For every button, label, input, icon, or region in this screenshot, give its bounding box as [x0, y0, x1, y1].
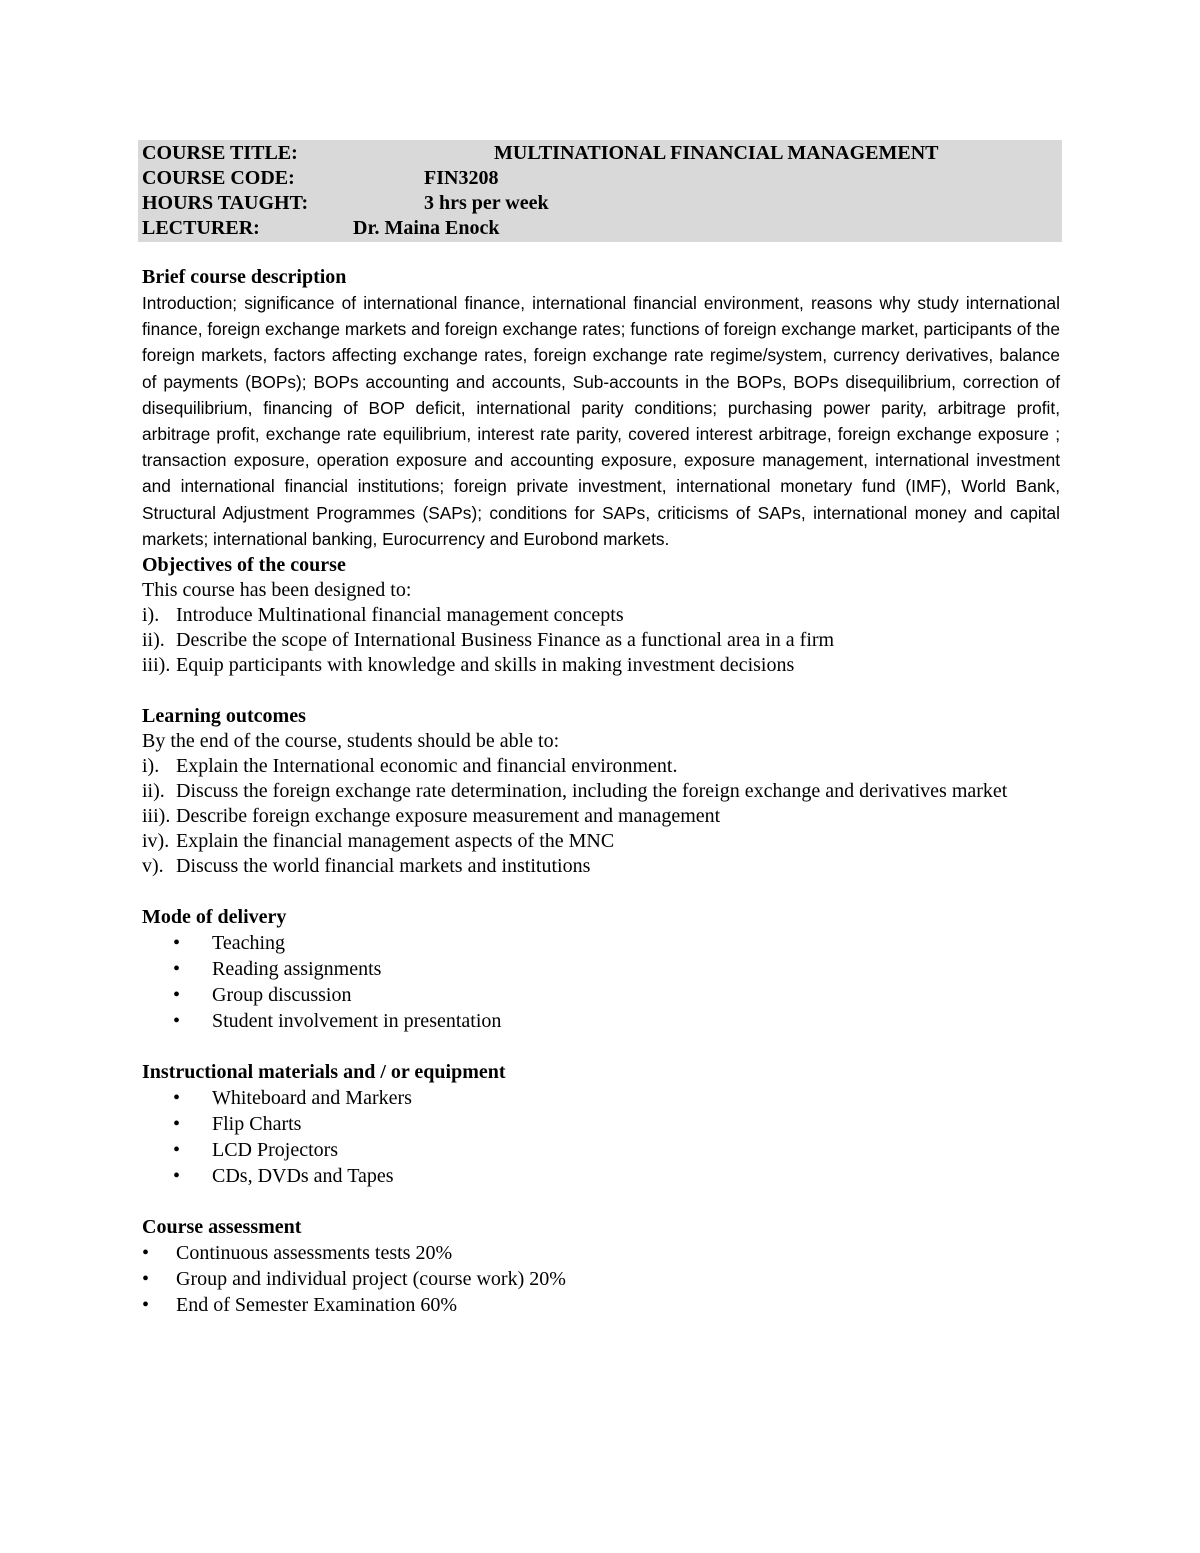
lecturer-name: Dr. Maina Enock	[353, 217, 500, 239]
list-item	[142, 1266, 1060, 1292]
spacer	[142, 678, 1060, 703]
course-outline-body	[142, 264, 1060, 1318]
item-text: Teaching	[212, 932, 286, 955]
list-item	[142, 804, 1060, 829]
objectives-heading: Objectives of the course	[142, 554, 346, 577]
item-text: Explain the International economic and financial environment.	[176, 755, 678, 778]
spacer	[142, 879, 1060, 904]
objectives-list	[142, 603, 1060, 678]
item-number: ii).	[142, 629, 165, 652]
item-text: LCD Projectors	[212, 1139, 339, 1162]
objectives-intro: This course has been designed to:	[142, 579, 412, 602]
list-item	[142, 1008, 1060, 1034]
materials-list	[142, 1085, 1060, 1189]
course-title-label: COURSE TITLE:	[142, 142, 298, 164]
list-item	[142, 956, 1060, 982]
list-item	[142, 779, 1060, 804]
item-number: i).	[142, 755, 160, 778]
list-item	[142, 1137, 1060, 1163]
description-text: Introduction; significance of international finance, international financial environment, reasons why study international finance, foreign exchange markets and foreign exchange rates; functions of foreign exchange market, participants of the foreign markets, factors affecting exchange rates, foreign exchange rate regime/system, currency derivatives, balance of payments (BOPs); BOPs accounting and accounts, Sub-accounts in the BOPs, BOPs disequilibrium, correction of disequilibrium, financing of BOP deficit, international parity conditions; purchasing power parity, arbitrage profit, arbitrage profit, exchange rate equilibrium, interest rate parity, covered interest arbitrage, foreign exchange exposure ; transaction exposure, operation exposure and accounting exposure, exposure management, international investment and international financial institutions; foreign private investment, international monetary fund (IMF), World Bank, Structural Adjustment Programmes (SAPs); conditions for SAPs, criticisms of SAPs, international money and capital markets; international banking, Eurocurrency and Eurobond markets.	[142, 293, 1060, 549]
bullet-icon: •	[173, 1087, 181, 1110]
materials-heading: Instructional materials and / or equipment	[142, 1061, 506, 1084]
item-text: Describe foreign exchange exposure measurement and management	[176, 805, 721, 828]
bullet-icon: •	[173, 1165, 181, 1188]
item-number: iii).	[142, 654, 171, 677]
item-number: ii).	[142, 780, 165, 803]
list-item	[142, 982, 1060, 1008]
lecturer-label: LECTURER:	[142, 217, 260, 239]
item-number: v).	[142, 855, 164, 878]
list-item	[142, 1292, 1060, 1318]
hours-taught-label: HOURS TAUGHT:	[142, 192, 309, 214]
list-item	[142, 754, 1060, 779]
item-text: Student involvement in presentation	[212, 1010, 502, 1033]
outcomes-list	[142, 754, 1060, 879]
bullet-icon: •	[173, 958, 181, 981]
outcomes-heading: Learning outcomes	[142, 705, 306, 728]
bullet-icon: •	[142, 1268, 150, 1291]
course-header-block	[138, 140, 1062, 242]
course-code-label: COURSE CODE:	[142, 167, 295, 189]
hours-taught: 3 hrs per week	[424, 192, 549, 214]
list-item	[142, 653, 1060, 678]
bullet-icon: •	[173, 1113, 181, 1136]
bullet-icon: •	[173, 1139, 181, 1162]
bullet-icon: •	[142, 1294, 150, 1317]
item-number: iii).	[142, 805, 171, 828]
course-code: FIN3208	[424, 167, 499, 189]
bullet-icon: •	[173, 984, 181, 1007]
delivery-heading: Mode of delivery	[142, 906, 287, 929]
list-item	[142, 829, 1060, 854]
list-item	[142, 1085, 1060, 1111]
description-heading: Brief course description	[142, 266, 347, 288]
item-number: i).	[142, 604, 160, 627]
assessment-heading: Course assessment	[142, 1216, 302, 1239]
bullet-icon: •	[142, 1242, 150, 1265]
bullet-icon: •	[173, 932, 181, 955]
item-text: Group and individual project (course work) 20%	[176, 1268, 566, 1291]
course-title: MULTINATIONAL FINANCIAL MANAGEMENT	[494, 142, 939, 164]
item-text: Whiteboard and Markers	[212, 1087, 412, 1110]
item-text: Continuous assessments tests 20%	[176, 1242, 453, 1265]
outcomes-intro: By the end of the course, students should be able to:	[142, 730, 560, 753]
item-text: Introduce Multinational financial management concepts	[176, 604, 624, 627]
list-item	[142, 1240, 1060, 1266]
item-number: iv).	[142, 830, 170, 853]
list-item	[142, 930, 1060, 956]
item-text: Flip Charts	[212, 1113, 302, 1136]
item-text: CDs, DVDs and Tapes	[212, 1165, 394, 1188]
item-text: Discuss the foreign exchange rate determination, including the foreign exchange and derivatives market	[176, 780, 1008, 803]
bullet-icon: •	[173, 1010, 181, 1033]
list-item	[142, 1163, 1060, 1189]
item-text: Discuss the world financial markets and institutions	[176, 855, 591, 878]
spacer	[142, 1034, 1060, 1059]
item-text: Group discussion	[212, 984, 352, 1007]
item-text: Equip participants with knowledge and skills in making investment decisions	[176, 654, 795, 677]
item-text: Reading assignments	[212, 958, 382, 981]
item-text: Describe the scope of International Business Finance as a functional area in a firm	[176, 629, 835, 652]
item-text: End of Semester Examination 60%	[176, 1294, 458, 1317]
list-item	[142, 603, 1060, 628]
item-text: Explain the financial management aspects of the MNC	[176, 830, 615, 853]
assessment-list	[142, 1240, 1060, 1318]
list-item	[142, 1111, 1060, 1137]
delivery-list	[142, 930, 1060, 1034]
spacer	[142, 1189, 1060, 1214]
list-item	[142, 628, 1060, 653]
list-item	[142, 854, 1060, 879]
